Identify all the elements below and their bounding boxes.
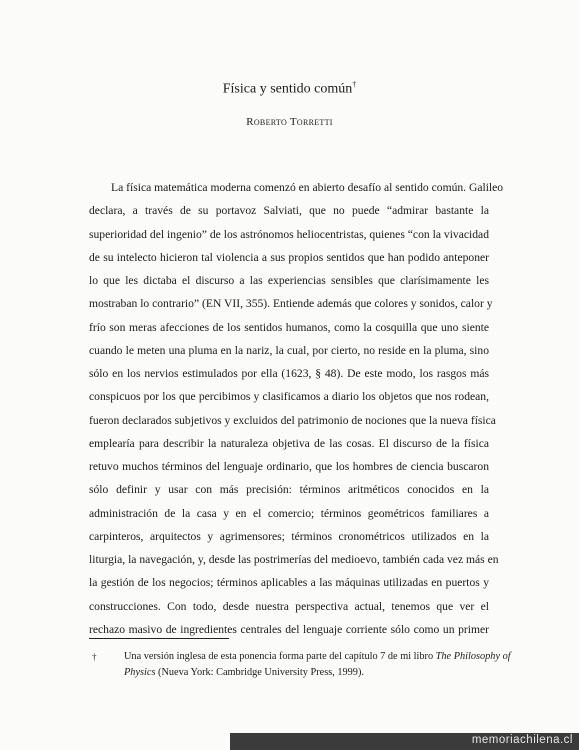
body-line: carpinteros, arquitectos y agrimensores; términos cronométricos utilizados en la <box>89 529 489 543</box>
body-line: frío son meras afecciones de los sentidos humanos, como la cosquilla que uno siente <box>89 320 489 334</box>
body-line: La física matemática moderna comenzó en abierto desafío al sentido común. Galileo <box>111 181 504 194</box>
author-name: Roberto Torretti <box>246 116 333 128</box>
body-line: declara, a través de su portavoz Salviati, que no puede “admirar bastante la <box>89 204 489 218</box>
watermark-text: memoriachilena.cl <box>471 734 573 746</box>
body-line: construcciones. Con todo, desde nuestra perspectiva actual, tenemos que ver el <box>89 599 489 613</box>
body-paragraph <box>89 176 504 641</box>
body-line: conspicuos por los que percibimos y clasificamos a diario los objetos que nos rodean, <box>89 390 489 404</box>
footnote <box>124 649 511 681</box>
body-line: lo que les dictaba el discurso a las experiencias sensibles que clarísimamente les <box>89 274 489 287</box>
body-line: la gestión de los negocios; términos aplicables a las máquinas utilizadas en puertos y <box>89 576 489 590</box>
footnote-line-1 <box>124 649 511 665</box>
title-text: Física y sentido común <box>222 81 353 97</box>
body-line: superioridad del ingenio” de los astrónomos heliocentristas, quienes “con la vivacidad <box>89 227 489 241</box>
title-footnote-mark: † <box>352 80 357 89</box>
body-line: fueron declarados subjetivos y excluidos del patrimonio de nociones que la nueva física <box>89 413 496 427</box>
body-line: mostraban lo contrario” (EN VII, 355). Entiende además que colores y sonidos, calor y <box>89 297 493 311</box>
body-line: retuvo muchos términos del lenguaje ordinario, que los hombres de ciencia buscaron <box>89 460 489 473</box>
footnote-book-title-2: Physics <box>124 667 156 678</box>
watermark-bar <box>230 733 579 750</box>
footnote-book-title-1: The Philosophy of <box>435 651 511 662</box>
body-line: liturgia, la navegación, y, desde las postrimerías del medioevo, también cada vez más en <box>89 553 499 566</box>
footnote-line-2 <box>124 665 490 681</box>
footnote-text-2: (Nueva York: Cambridge University Press, 1999). <box>155 667 364 678</box>
body-line: sólo definir y usar con más precisión: términos aritméticos conocidos en la <box>89 483 489 497</box>
body-line: cuando le meten una pluma en la nariz, la cual, por cierto, no reside en la pluma, sino <box>89 343 489 357</box>
body-line: rechazo masivo de ingredientes centrales del lenguaje corriente sólo como un primer <box>89 622 489 636</box>
page-title <box>0 80 579 98</box>
body-line: emplearía para describir la naturaleza objetiva de las cosas. El discurso de la física <box>89 436 489 450</box>
footnote-divider <box>89 638 229 639</box>
footnote-text-1: Una versión inglesa de esta ponencia forma parte del capítulo 7 de mi libro <box>124 651 436 662</box>
body-line: sólo en los nervios estimulados por ella (1623, § 48). De este modo, los rasgos más <box>89 367 489 380</box>
footnote-mark: † <box>92 652 97 662</box>
body-line: administración de la casa y en el comercio; términos geométricos familiares a <box>89 506 489 520</box>
body-line: de su intelecto hicieron tal violencia a sus propios sentidos que han podido anteponer <box>89 250 489 264</box>
